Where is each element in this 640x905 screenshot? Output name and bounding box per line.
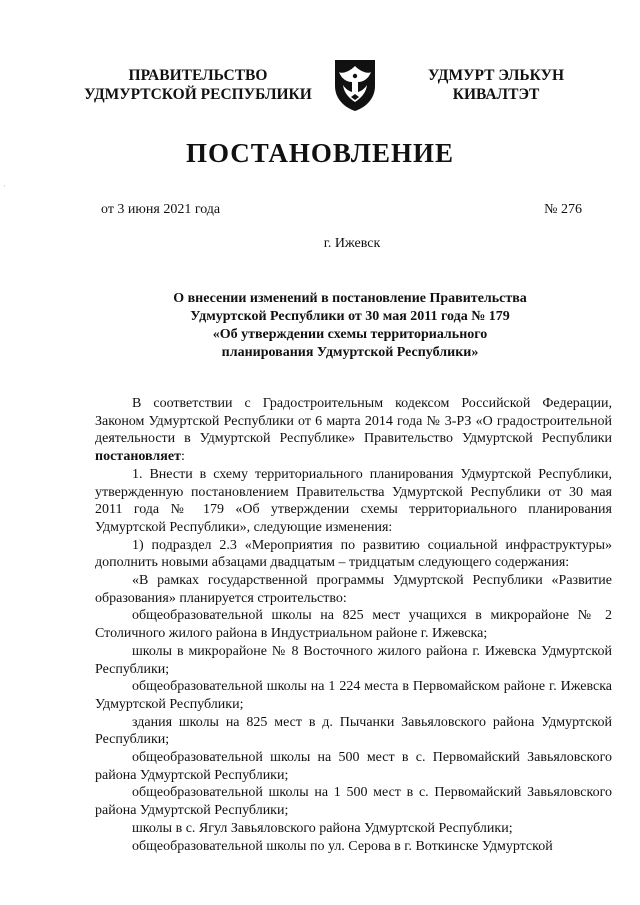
document-number: № 276 — [544, 202, 582, 217]
body-paragraph-preamble — [95, 395, 612, 466]
header-right-line1: УДМУРТ ЭЛЬКУН — [427, 67, 565, 84]
body-paragraph: здания школы на 825 мест в д. Пычанки Завьяловского района Удмуртской Республики; — [95, 714, 612, 748]
header-right-line2: КИВАЛТЭТ — [452, 86, 540, 103]
body-paragraph: общеобразовательной школы на 1 224 места в Первомайском районе г. Ижевска Удмуртской Республики; — [95, 679, 612, 712]
body-paragraph: общеобразовательной школы на 500 мест в с. Первомайский Завьяловского района Удмуртской Республики; — [95, 750, 612, 783]
margin-mark: · — [3, 182, 6, 191]
preamble-bold: постановляет — [95, 449, 181, 465]
body-paragraph: общеобразовательной школы на 1 500 мест в с. Первомайский Завьяловского района Удмуртской Республики; — [95, 785, 612, 819]
subject-line2: Удмуртской Республики от 30 мая 2011 года № 179 — [190, 309, 510, 324]
body-paragraph: школы в с. Ягул Завьяловского района Удмуртской Республики; — [132, 820, 513, 836]
body-paragraph: общеобразовательной школы по ул. Серова в г. Воткинске Удмуртской — [132, 838, 553, 854]
subject-line1: О внесении изменений в постановление Правительства — [173, 291, 527, 306]
document-date: от 3 июня 2021 года — [101, 202, 221, 217]
preamble-text: В соответствии с Градостроительным кодексом Российской Федерации, Законом Удмуртской Республики от 6 марта 2014 года № 3-РЗ «О градостроительной деятельности в Удмуртской Республике» Правительство Удмуртской Республики — [95, 396, 612, 447]
header-right — [416, 66, 576, 104]
body-paragraph: 1) подраздел 2.3 «Мероприятия по развитию социальной инфраструктуры» дополнить новыми абзацами двадцатым – тридцатым следующего содержания: — [95, 537, 612, 571]
document-city: г. Ижевск — [323, 236, 381, 251]
header-left-line1: ПРАВИТЕЛЬСТВО — [128, 67, 268, 84]
body-paragraph: школы в микрорайоне № 8 Восточного жилого района г. Ижевска Удмуртской Республики; — [95, 643, 612, 677]
udmurt-coat-of-arms-icon — [332, 58, 378, 112]
preamble-end: : — [180, 449, 185, 465]
subject-line3: «Об утверждении схемы территориального — [212, 327, 488, 342]
subject-line4: планирования Удмуртской Республики» — [221, 345, 479, 360]
header-left — [78, 66, 318, 104]
document-body — [95, 395, 612, 855]
body-paragraph: «В рамках государственной программы Удмуртской Республики «Развитие образования» планируется строительство: — [95, 573, 612, 606]
document-title: ПОСТАНОВЛЕНИЕ — [185, 138, 455, 168]
body-paragraph: общеобразовательной школы на 825 мест учащихся в микрорайоне № 2 Столичного жилого района в Индустриальном районе г. Ижевска; — [95, 608, 612, 642]
document-subject — [140, 290, 560, 362]
header-left-line2: УДМУРТСКОЙ РЕСПУБЛИКИ — [84, 86, 312, 103]
body-paragraph: 1. Внести в схему территориального планирования Удмуртской Республики, утвержденную постановлением Правительства Удмуртской Республики от 30 мая 2011 года № 179 «Об утверждении схемы территориального планирования Удмуртской Республики», следующие изменения: — [95, 466, 612, 535]
